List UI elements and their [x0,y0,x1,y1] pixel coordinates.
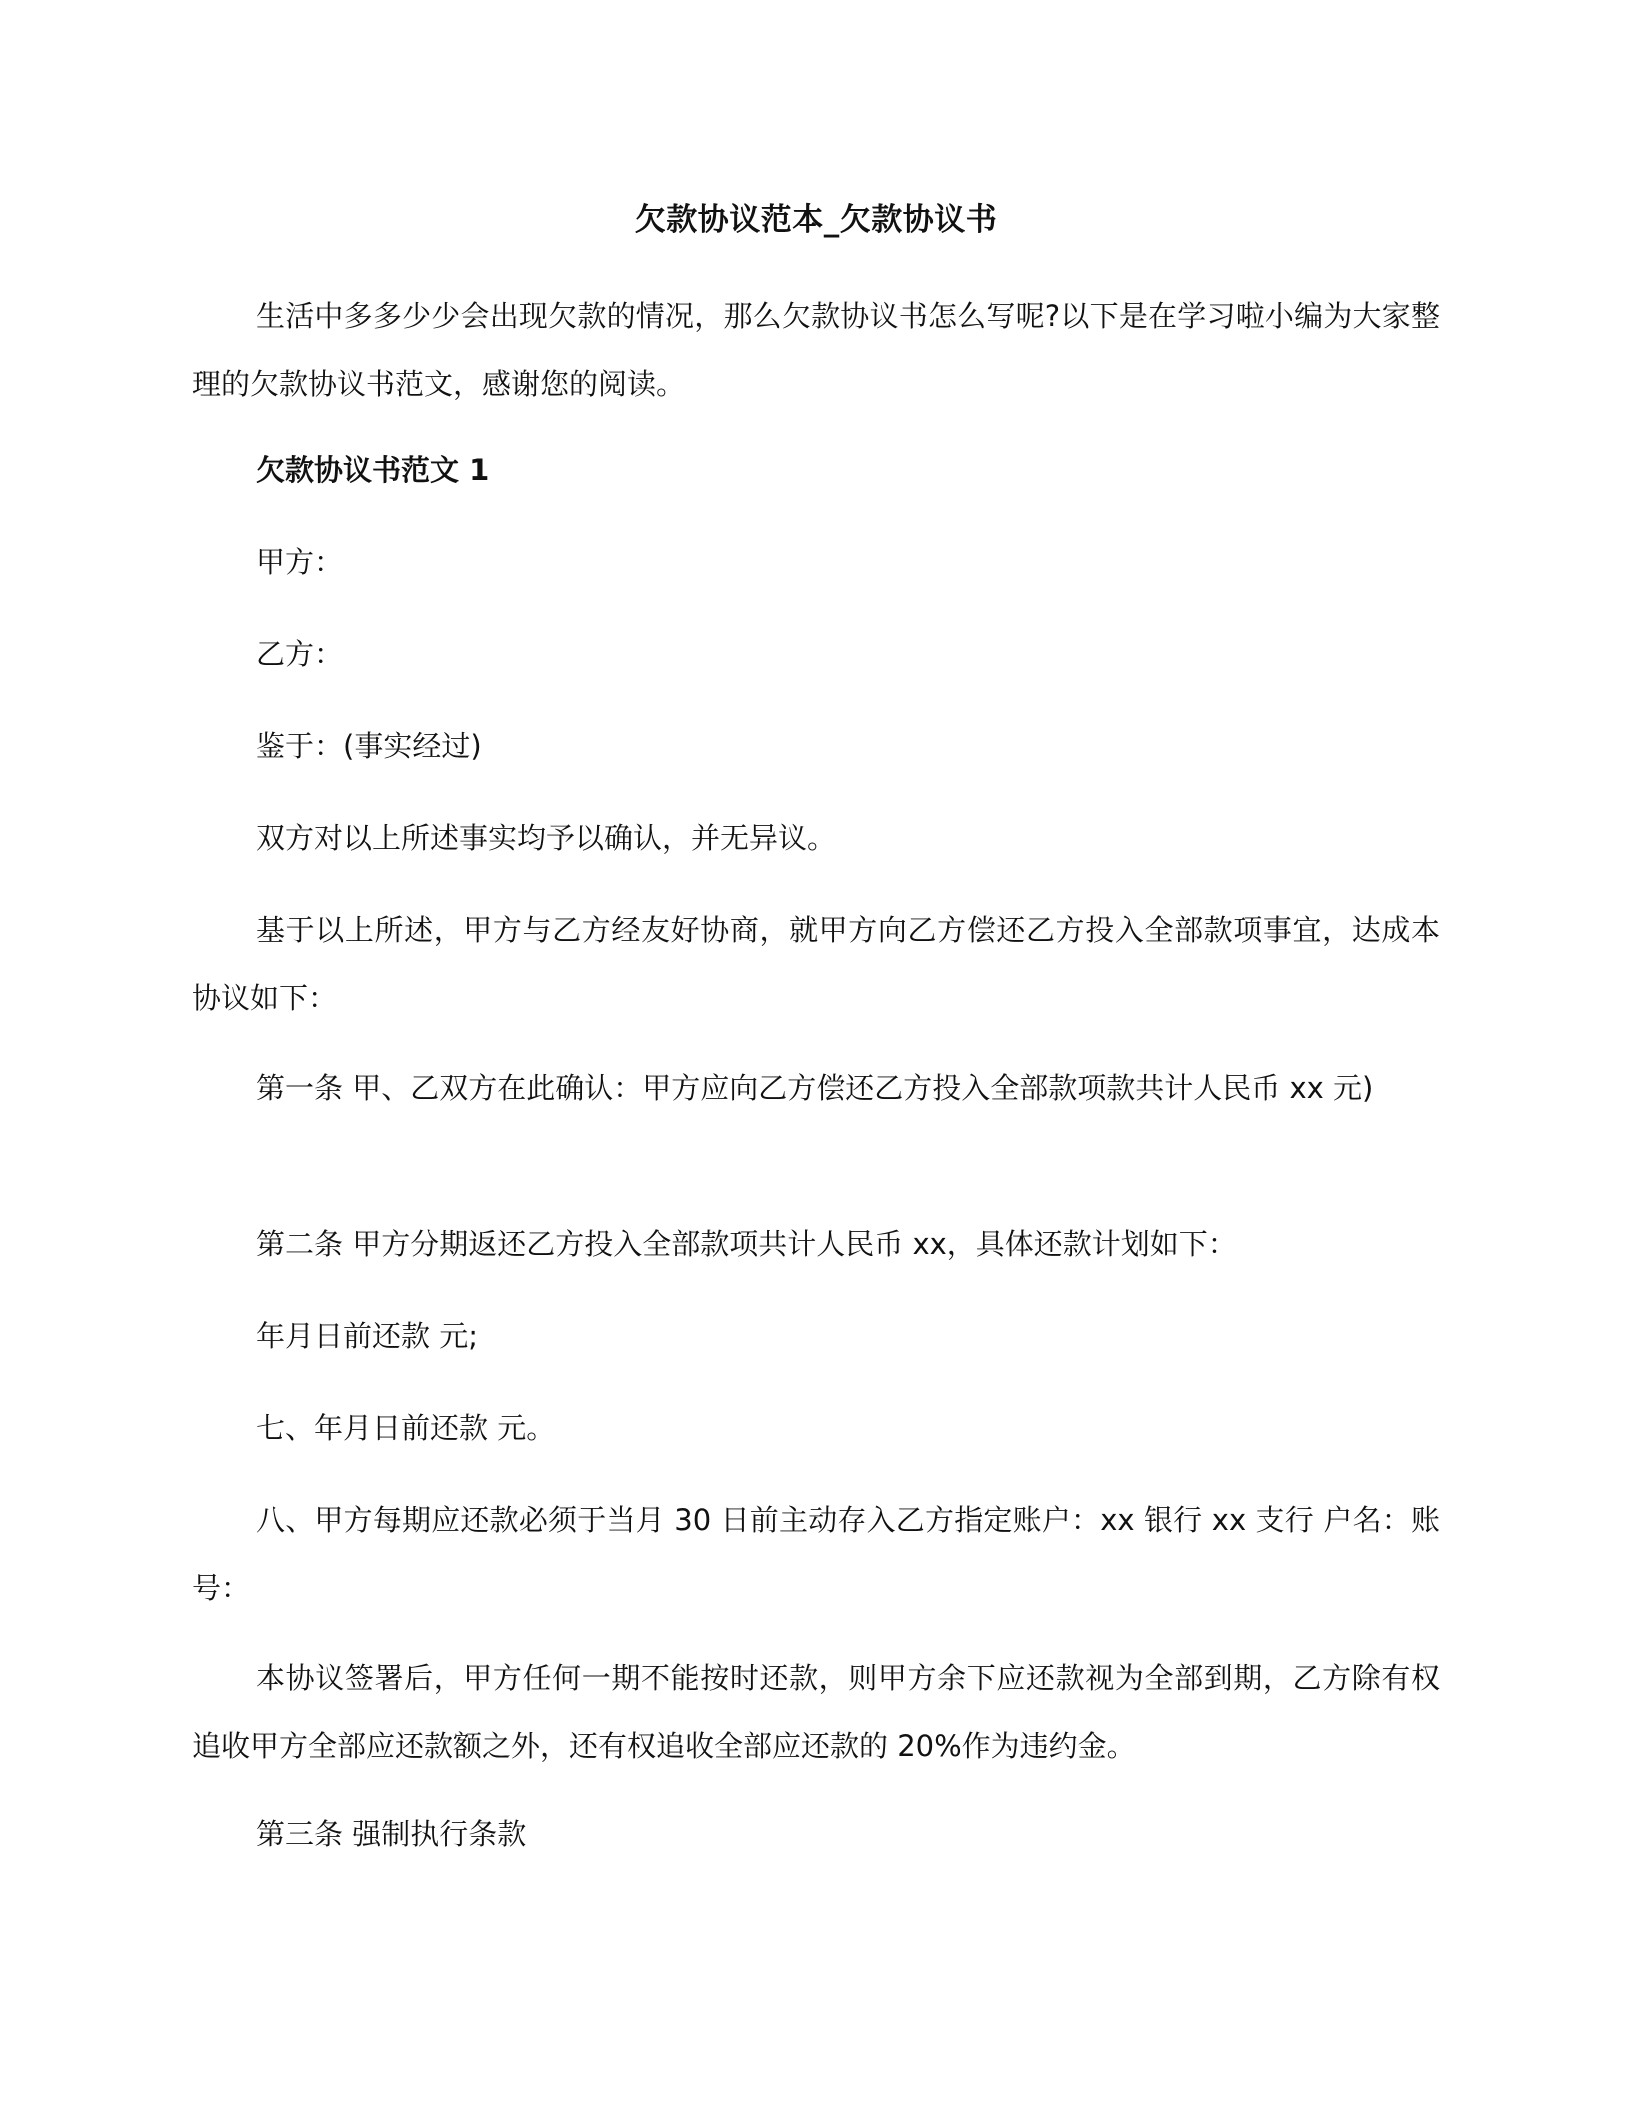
intro-paragraph: 生活中多多少少会出现欠款的情况，那么欠款协议书怎么写呢?以下是在学习啦小编为大家整理的欠款协议书范文，感谢您的阅读。 [192,299,1440,401]
article-one: 第一条 甲、乙双方在此确认：甲方应向乙方偿还乙方投入全部款项款共计人民币 xx 元) [256,1071,1374,1105]
account-paragraph: 八、甲方每期应还款必须于当月 30 日前主动存入乙方指定账户：xx 银行 xx 支行 户名：账号： [192,1503,1440,1605]
payment-line-2: 七、年月日前还款 元。 [256,1411,556,1445]
party-b-line: 乙方： [256,637,344,671]
article-three: 第三条 强制执行条款 [256,1817,527,1851]
default-paragraph: 本协议签署后，甲方任何一期不能按时还款，则甲方余下应还款视为全部到期，乙方除有权追收甲方全部应还款额之外，还有权追收全部应还款的 20%作为违约金。 [192,1661,1440,1763]
confirmation-paragraph: 双方对以上所述事实均予以确认，并无异议。 [256,821,837,855]
party-a-line: 甲方： [256,545,344,579]
article-two: 第二条 甲方分期返还乙方投入全部款项共计人民币 xx，具体还款计划如下： [256,1227,1237,1261]
basis-paragraph: 基于以上所述，甲方与乙方经友好协商，就甲方向乙方偿还乙方投入全部款项事宜，达成本协议如下： [192,913,1440,1015]
whereas-line: 鉴于：(事实经过) [256,729,482,763]
document-title: 欠款协议范本_欠款协议书 [634,202,998,238]
payment-line-1: 年月日前还款 元; [256,1319,478,1353]
section-heading: 欠款协议书范文 1 [256,453,490,487]
